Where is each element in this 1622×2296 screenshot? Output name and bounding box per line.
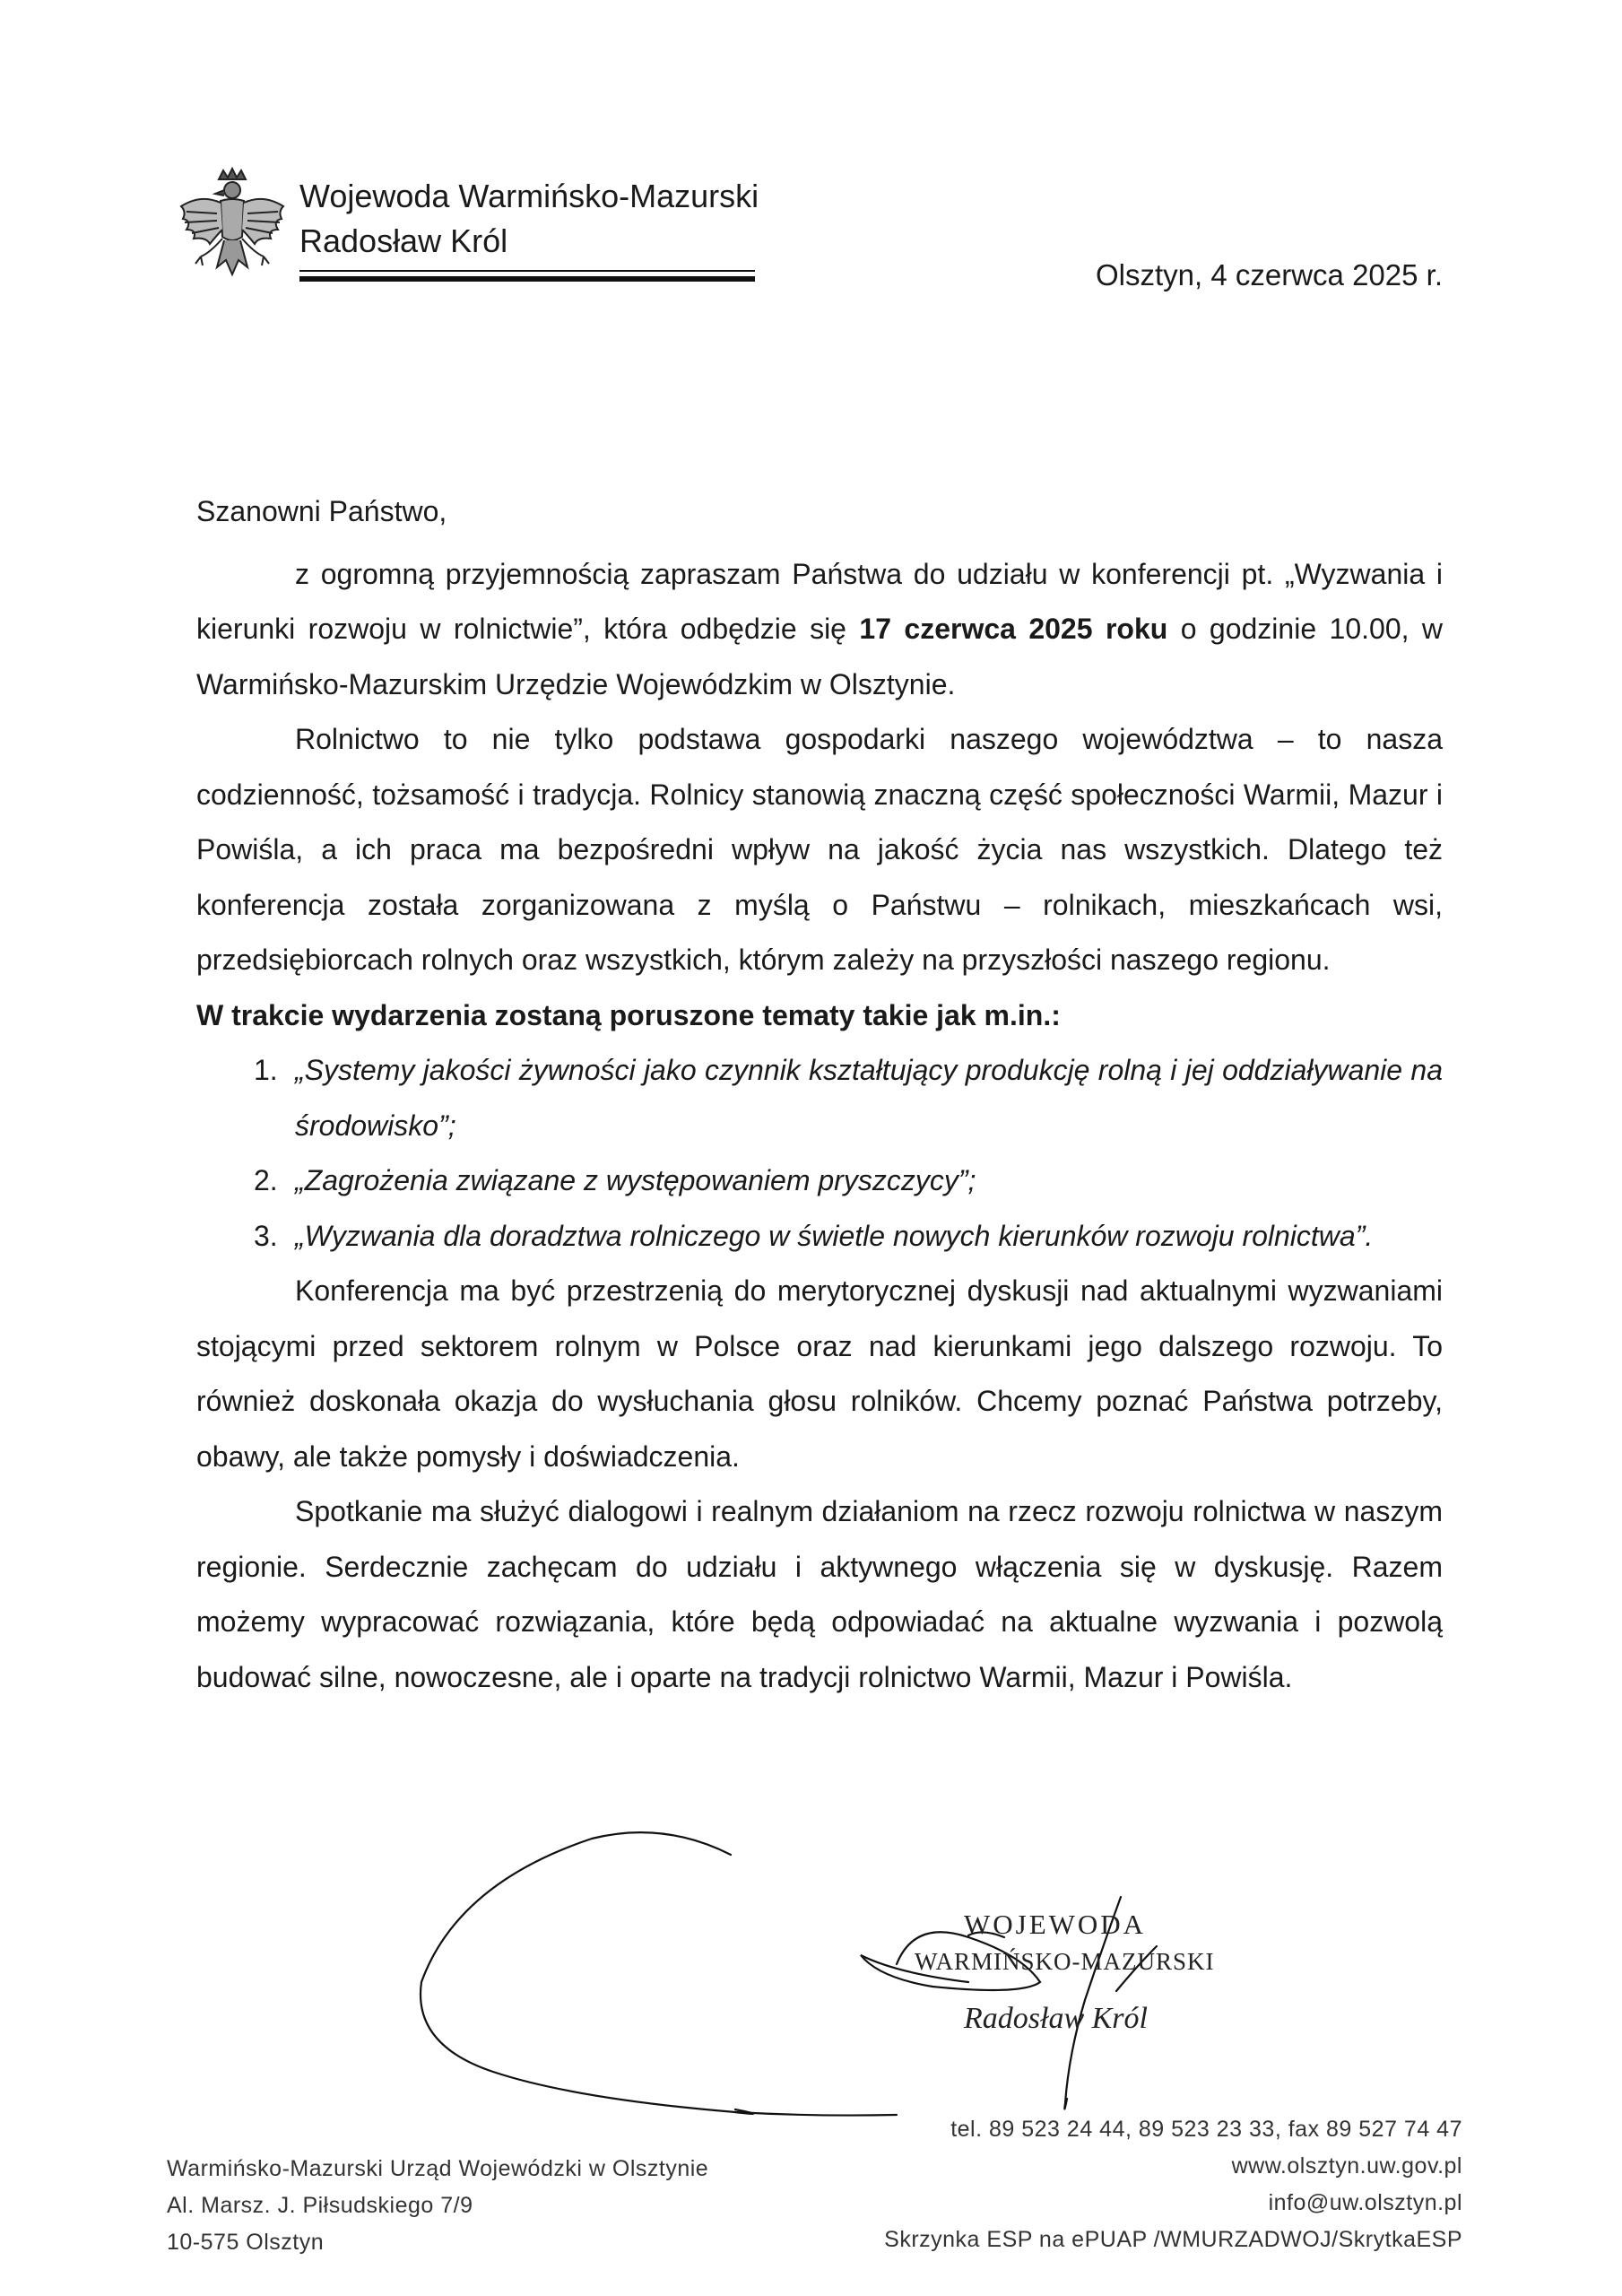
contact-phones: tel. 89 523 24 44, 89 523 23 33, fax 89 527 74 47 [950, 2117, 1462, 2142]
header-rule-thin [299, 270, 755, 272]
paragraph-agriculture: Rolnictwo to nie tylko podstawa gospodarki naszego województwa – to nasza codzienność, tożsamość i tradycja. Rolnicy stanowią znaczną część społeczności Warmii, Mazur i Powiśla, a ich praca ma bezpośredni wpływ na jakość życia nas wszystkich. Dlatego też konferencja została zorganizowana z myślą o Państwu – rolnikach, mieszkańcach wsi, przedsiębiorcach rolnych oraz wszystkich, którym zależy na przyszłości naszego regionu. [196, 723, 1443, 976]
office-street: Al. Marsz. J. Piłsudskiego 7/9 [167, 2193, 473, 2218]
letter-body [196, 484, 1443, 1705]
paragraph-closing: Spotkanie ma służyć dialogowi i realnym działaniom na rzecz rozwoju rolnictwa w naszym regionie. Serdecznie zachęcam do udziału i aktywnego włączenia się w dyskusję. Razem możemy wypracować rozwiązania, które będą odpowiadać na aktualne wyzwania i pozwolą budować silne, nowoczesne, ale i oparte na tradycji rolnictwo Warmii, Mazur i Powiśla. [196, 1495, 1443, 1693]
paragraph-invitation [196, 547, 1443, 713]
stamp-name: Radosław Król [964, 2002, 1148, 2035]
contact-email: info@uw.olsztyn.pl [1268, 2190, 1462, 2215]
header-rule-thick [299, 276, 755, 282]
topic-number: 1. [254, 1054, 278, 1086]
topic-number: 2. [254, 1164, 278, 1196]
list-item [196, 1209, 1443, 1265]
office-city: 10-575 Olsztyn [167, 2230, 325, 2255]
invitation-text-start: z ogromną przyjemnością zapraszam Państwa do udziału w konferencji pt. „Wyzwania i kierunki rozwoju w rolnictwie”, która odbędzie się [196, 557, 1443, 645]
list-item [196, 1043, 1443, 1153]
footer-address [167, 2151, 708, 2261]
stamp-title: WOJEWODA [964, 1909, 1147, 1940]
place-date: Olsztyn, 4 czerwca 2025 r. [1096, 258, 1443, 291]
stamp-office: WARMIŃSKO-MAZURSKI [915, 1948, 1215, 1975]
paragraph-conference-goal: Konferencja ma być przestrzenią do merytorycznej dyskusji nad aktualnymi wyzwaniami stojącymi przed sektorem rolnym w Polsce oraz nad kierunkami jego dalszego rozwoju. To również doskonała okazja do wysłuchania głosu rolników. Chcemy poznać Państwa potrzeby, obawy, ale także pomysły i doświadczenia. [196, 1274, 1443, 1473]
footer-contact [884, 2111, 1462, 2258]
polish-eagle-emblem-icon [174, 167, 291, 288]
salutation: Szanowni Państwo, [196, 495, 447, 527]
conference-date: 17 czerwca 2025 roku [859, 613, 1168, 645]
invitation-text-end: o godzinie 10.00, w Warmińsko-Mazurskim Urzędzie Wojewódzkim w Olsztynie. [196, 613, 1444, 700]
list-item [196, 1153, 1443, 1209]
issuer-name: Radosław Król [299, 222, 508, 259]
topics-intro: W trakcie wydarzenia zostaną poruszone tematy takie jak m.in.: [196, 998, 1061, 1031]
contact-epuap: Skrzynka ESP na ePUAP /WMURZADWOJ/SkrytkaESP [884, 2227, 1462, 2252]
issuer-title: Wojewoda Warmińsko-Mazurski [299, 178, 759, 214]
topic-text: „Systemy jakości żywności jako czynnik kształtujący produkcję rolną i jej oddziaływanie na środowisko”; [295, 1054, 1443, 1142]
topics-list [196, 1043, 1443, 1264]
office-name: Warmińsko-Mazurski Urząd Wojewódzki w Olsztynie [167, 2156, 709, 2181]
contact-website: www.olsztyn.uw.gov.pl [1231, 2153, 1462, 2179]
topic-number: 3. [254, 1219, 278, 1252]
topic-text: „Zagrożenia związane z występowaniem pryszczycy”; [295, 1164, 976, 1196]
topic-text: „Wyzwania dla doradztwa rolniczego w świetle nowych kierunków rozwoju rolnictwa”. [295, 1219, 1374, 1252]
